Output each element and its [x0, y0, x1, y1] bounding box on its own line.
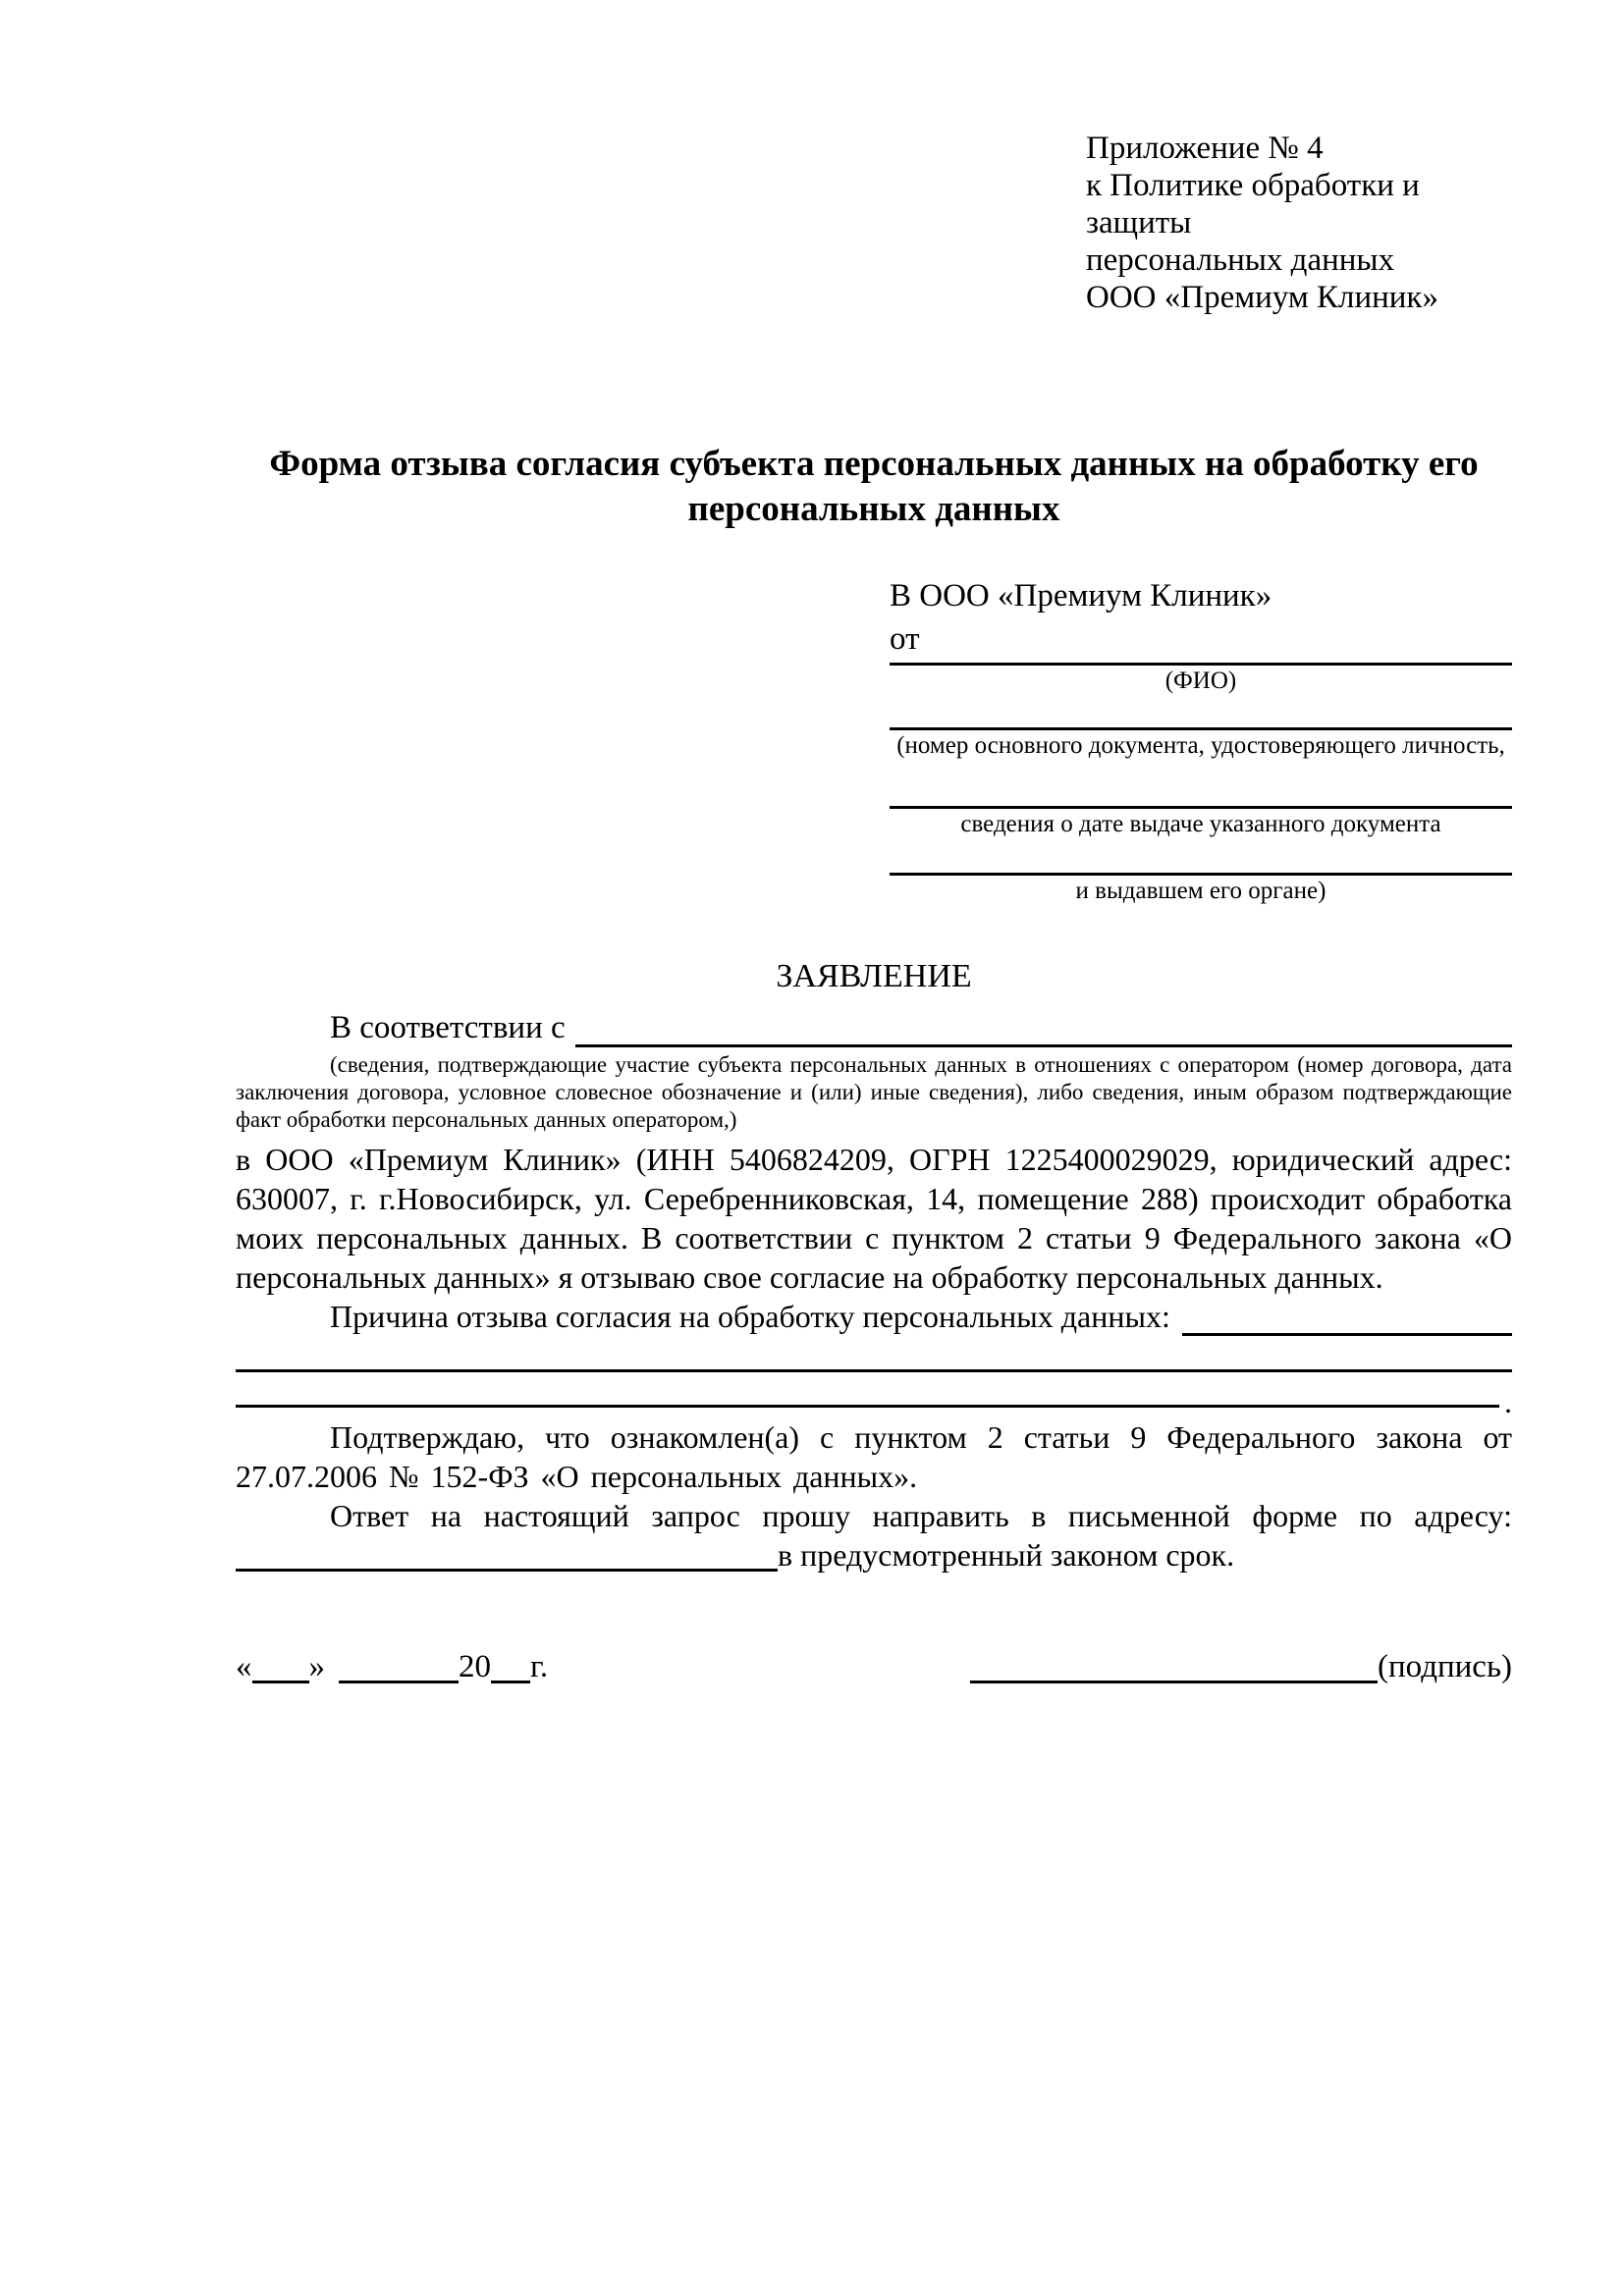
- fio-field: [890, 663, 1512, 696]
- addressee-from-label: от: [890, 621, 920, 657]
- field-caption-issuing-authority: и выдавшем его органе): [1075, 878, 1326, 904]
- day-blank-line: [252, 1679, 309, 1683]
- blank-line: [236, 1358, 1512, 1372]
- field-caption-fio: (ФИО): [1164, 667, 1237, 694]
- reason-blank-line-2: [236, 1384, 1512, 1419]
- reply-text-before-blank: Ответ на настоящий запрос прошу направить в письменной форме по адресу:: [330, 1498, 1512, 1533]
- day-close-quote: »: [308, 1649, 325, 1684]
- body-paragraph: в ООО «Премиум Клиник» (ИНН 5406824209, ОГРН 1225400029029, юридический адрес: 630007, г. г.Новосибирск, ул. Серебренниковская, 14, помещение 288) происходит обработка моих персональных данных. В соответствии с пунктом 2 статьи 9 Федерального закона «О персональных данных» я отзываю свое согласие на обработку персональных данных.: [236, 1142, 1512, 1295]
- reply-text-after-blank: в предусмотренный законом срок.: [778, 1537, 1235, 1573]
- date-field: [236, 1647, 548, 1686]
- field-caption-issue-date: сведения о дате выдаче указанного документа: [960, 811, 1441, 837]
- day-open-quote: «: [236, 1649, 252, 1684]
- signature-field: [970, 1647, 1512, 1686]
- year-blank-line: [491, 1679, 530, 1683]
- reply-paragraph: [236, 1496, 1512, 1575]
- in-accordance-label: В соответствии с: [330, 1010, 566, 1045]
- reason-label: Причина отзыва согласия на обработку персональных данных:: [330, 1299, 1170, 1334]
- field-caption-document-number: (номер основного документа, удостоверяющего личность,: [896, 732, 1505, 759]
- reason-row: [236, 1297, 1512, 1336]
- document-content: [236, 130, 1512, 1686]
- appendix-header: [1086, 130, 1512, 316]
- statement-heading: ЗАЯВЛЕНИЕ: [776, 958, 972, 994]
- appendix-header-line-2: к Политике обработки и защиты: [1086, 168, 1420, 240]
- year-prefix: 20: [459, 1649, 491, 1684]
- blank-line: [575, 1035, 1512, 1047]
- fine-print-note: (сведения, подтверждающие участие субъекта персональных данных в отношениях с оператором (номер договора, дата заключения договора, условное словесное обозначение и (или) иные сведения), либо сведения, иным образом подтверждающие факт обработки персональных данных оператором,): [236, 1052, 1512, 1132]
- appendix-header-line-4: ООО «Премиум Клиник»: [1086, 280, 1438, 315]
- signature-blank-line: [970, 1679, 1378, 1683]
- addressee-block: [890, 577, 1512, 906]
- in-accordance-row: [236, 1008, 1512, 1047]
- year-suffix: г.: [530, 1649, 549, 1684]
- blank-line: [236, 1393, 1499, 1408]
- line-terminator-period: .: [1504, 1384, 1512, 1419]
- appendix-header-line-1: Приложение № 4: [1086, 131, 1324, 166]
- document-title: Форма отзыва согласия субъекта персональных данных на обработку его персональных данных: [269, 444, 1479, 529]
- date-signature-row: [236, 1647, 1512, 1686]
- document-number-field: [890, 727, 1512, 761]
- issue-date-field: [890, 806, 1512, 839]
- address-blank-line: [236, 1567, 778, 1572]
- reason-blank-line-1: [236, 1358, 1512, 1372]
- month-blank-line: [339, 1679, 459, 1683]
- appendix-header-line-3: персональных данных: [1086, 242, 1395, 278]
- issuing-authority-field: [890, 873, 1512, 906]
- blank-line: [1182, 1323, 1512, 1336]
- signature-caption: (подпись): [1378, 1649, 1512, 1684]
- confirm-paragraph: Подтверждаю, что ознакомлен(а) с пунктом 2 статьи 9 Федерального закона от 27.07.2006 № 152-ФЗ «О персональных данных».: [236, 1419, 1512, 1494]
- addressee-to: В ООО «Премиум Клиник»: [890, 578, 1272, 614]
